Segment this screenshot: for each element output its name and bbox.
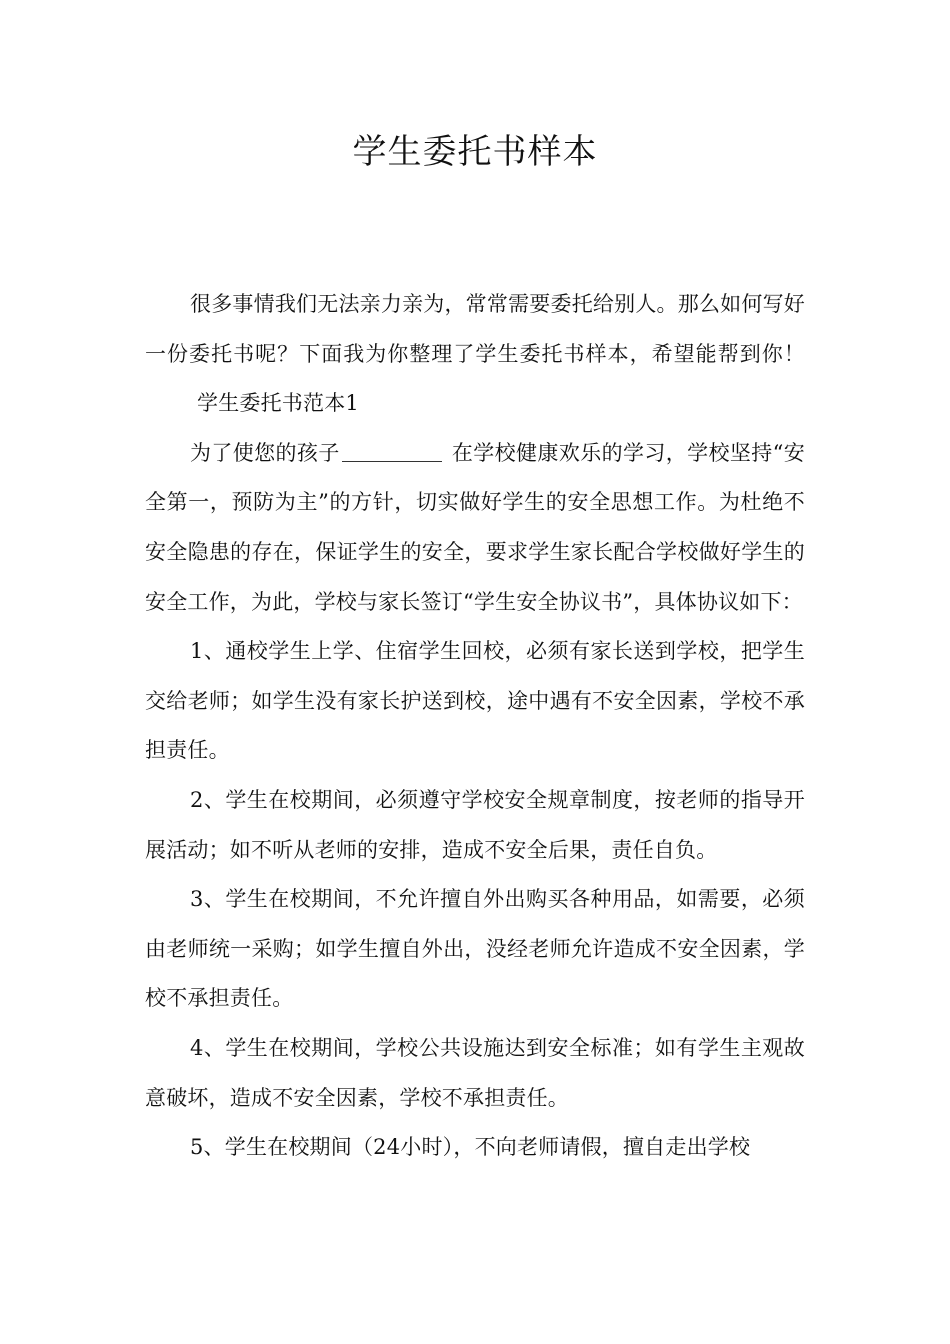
intro-paragraph bbox=[145, 280, 805, 429]
list-item: 3、学生在校期间，不允许擅自外出购买各种用品，如需要，必须由老师统一采购；如学生擅自外出，没经老师允许造成不安全因素，学校不承担责任。 bbox=[145, 887, 805, 1011]
list-item: 4、学生在校期间，学校公共设施达到安全标准；如有学生主观故意破坏，造成不安全因素，学校不承担责任。 bbox=[145, 1035, 805, 1110]
list-item: 5、学生在校期间（24小时），不向老师请假，擅自走出学校 bbox=[190, 1135, 751, 1160]
agreement-text-before-blank: 为了使您的孩子 bbox=[190, 440, 340, 465]
agreement-paragraph bbox=[145, 429, 805, 627]
list-item: 1、通校学生上学、住宿学生回校，必须有家长送到学校，把学生交给老师；如学生没有家长护送到校，途中遇有不安全因素，学校不承担责任。 bbox=[145, 639, 805, 763]
agreement-text-after-blank: 在学校健康欢乐的学习，学校坚持“安全第一，预防为主”的方针，切实做好学生的安全思想工作。为杜绝不安全隐患的存在，保证学生的安全，要求学生家长配合学校做好学生的安全工作，为此，学校与家长签订“学生安全协议书”，具体协议如下： bbox=[145, 440, 805, 614]
intro-text: 很多事情我们无法亲力亲为，常常需要委托给别人。那么如何写好一份委托书呢？下面我为你整理了学生委托书样本，希望能帮到你！ bbox=[145, 292, 805, 366]
list-item: 2、学生在校期间，必须遵守学校安全规章制度，按老师的指导开展活动；如不听从老师的安排，造成不安全后果，责任自负。 bbox=[145, 787, 805, 862]
document-title: 学生委托书样本 bbox=[352, 132, 598, 172]
sample-heading: 学生委托书范本1 bbox=[197, 391, 359, 416]
document-body bbox=[145, 280, 805, 1173]
child-name-blank[interactable] bbox=[342, 441, 442, 462]
